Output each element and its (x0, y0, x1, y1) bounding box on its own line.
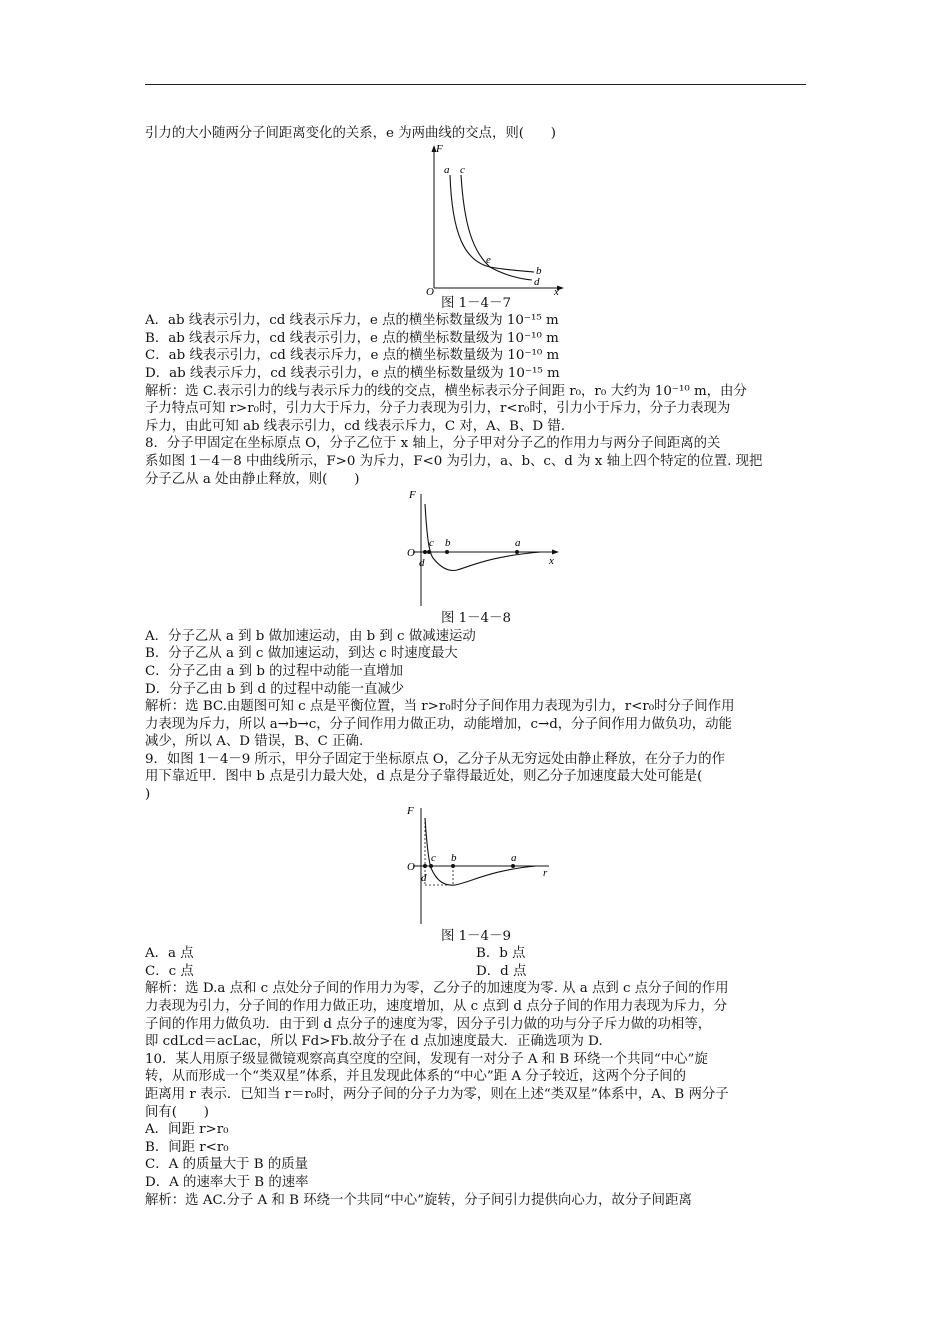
question-9-analysis-line: 力表现为引力，分子间的作用力做正功，速度增加，从 c 点到 d 点分子间的作用力表现为斥力，分 (145, 999, 728, 1015)
label-d: d (421, 871, 427, 884)
question-7-option-a: A．ab 线表示引力，cd 线表示斥力，e 点的横坐标数量级为 10⁻¹⁵ m (145, 313, 559, 329)
question-9-option-d: D．d 点 (476, 963, 527, 979)
figure-1-4-8 (391, 488, 561, 610)
label-d: d (534, 275, 540, 288)
label-b: b (451, 851, 457, 864)
x-axis-arrow (552, 550, 559, 555)
question-7-analysis-line: 斥力，由此可知 ab 线表示引力，cd 线表示斥力，C 对，A、B、D 错. (145, 418, 566, 434)
question-8-option-a: A．分子乙从 a 到 b 做加速运动，由 b 到 c 做减速运动 (145, 628, 476, 644)
question-8-stem-line: 分子乙从 a 处由静止释放，则( ) (145, 471, 360, 487)
label-e: e (486, 253, 491, 266)
question-10-option-b: B．间距 r<r₀ (145, 1139, 229, 1155)
header-rule (145, 84, 806, 85)
point-d (423, 550, 427, 554)
figure-1-4-8-caption: 图 1－4－8 (441, 611, 511, 627)
question-10-option-c: C．A 的质量大于 B 的质量 (145, 1157, 309, 1173)
question-9-analysis-line: 即 cdLcd＝acLac，所以 Fd>Fb.故分子在 d 点加速度最大．正确选项为 D. (145, 1034, 603, 1050)
point-d (423, 864, 427, 868)
force-curve (425, 818, 536, 885)
curve-cd (461, 175, 532, 280)
label-b: b (445, 537, 451, 550)
question-7-option-b: B．ab 线表示斥力，cd 线表示引力，e 点的横坐标数量级为 10⁻¹⁰ m (145, 330, 559, 346)
question-10-analysis-line: 解析：选 AC.分子 A 和 B 环绕一个共同“中心”旋转，分子间引力提供向心力，故分子间距离 (145, 1192, 692, 1208)
question-7-analysis-line: 解析：选 C.表示引力的线与表示斥力的线的交点，横坐标表示分子间距 r₀，r₀ 大约为 10⁻¹⁰ m，由分 (145, 383, 747, 399)
figure-1-4-7-caption: 图 1－4－7 (441, 295, 511, 311)
point-b (451, 864, 455, 868)
question-10-option-a: A．间距 r>r₀ (145, 1122, 229, 1138)
force-curve (425, 504, 541, 571)
question-10-stem-line: 10．某人用原子级显微镜观察高真空度的空间，发现有一对分子 A 和 B 环绕一个共同“中心”旋 (145, 1051, 708, 1067)
point-c (429, 864, 433, 868)
question-9-stem-line: 用下靠近甲．图中 b 点是引力最大处，d 点是分子靠得最近处，则乙分子加速度最大处可能是( (145, 769, 703, 785)
question-7-option-d: D．ab 线表示斥力，cd 线表示引力，e 点的横坐标数量级为 10⁻¹⁵ m (145, 365, 560, 381)
label-r: r (543, 866, 548, 879)
question-10-stem-line: 距离用 r 表示．已知当 r＝r₀时，两分子间的分子力为零，则在上述“类双星”体系中，A、B 两分子 (145, 1087, 729, 1102)
page-content (145, 125, 807, 1209)
question-7-option-c: C．ab 线表示引力，cd 线表示斥力，e 点的横坐标数量级为 10⁻¹⁰ m (145, 348, 560, 364)
label-O: O (407, 547, 415, 560)
label-x: x (554, 285, 559, 295)
label-a: a (515, 537, 521, 550)
figure-1-4-9 (391, 804, 561, 928)
question-8-stem-line: 8．分子甲固定在坐标原点 O，分子乙位于 x 轴上，分子甲对分子乙的作用力与两分子间距离的关 (145, 436, 721, 452)
label-d: d (419, 557, 425, 570)
label-c: c (429, 537, 434, 550)
label-a: a (511, 851, 517, 864)
point-a (515, 550, 519, 554)
question-7-analysis-line: 子力特点可知 r>r₀时，引力大于斥力，分子力表现为引力，r<r₀时，引力小于斥力，分子力表现为 (145, 401, 731, 417)
question-7-stem: 引力的大小随两分子间距离变化的关系，e 为两曲线的交点，则( ) (145, 126, 556, 141)
question-9-options-row (145, 945, 807, 963)
point-b (445, 550, 449, 554)
question-10-stem-line: 间有( ) (145, 1104, 210, 1120)
label-c: c (460, 163, 465, 176)
question-10-stem-line: 转，从而形成一个“类双星”体系，并且发现此体系的“中心”距 A 分子较近，这两个分子间的 (145, 1069, 687, 1085)
label-c: c (431, 851, 436, 864)
question-8-option-b: B．分子乙从 a 到 c 做加速运动，到达 c 时速度最大 (145, 646, 458, 662)
label-F: F (409, 489, 416, 502)
point-a (511, 864, 515, 868)
question-9-analysis-line: 解析：选 D.a 点和 c 点处分子间的作用力为零，乙分子的加速度为零. 从 a 点到 c 点分子间的作用 (145, 981, 729, 997)
figure-1-4-9-caption: 图 1－4－9 (441, 928, 511, 944)
question-9-options-row (145, 963, 807, 981)
label-F: F (436, 142, 443, 155)
question-9-option-c: C．c 点 (145, 963, 194, 979)
question-8-analysis-line: 力表现为斥力，所以 a→b→c，分子间作用力做正功，动能增加，c→d，分子间作用力做负功，动能 (145, 716, 732, 732)
label-a: a (444, 163, 450, 176)
label-x: x (549, 555, 554, 568)
question-9-analysis-line: 子间的作用力做负功．由于到 d 点分子的速度为零，因分子引力做的功与分子斥力做的功相等， (145, 1016, 712, 1032)
figure-1-4-7 (386, 143, 566, 295)
label-O: O (407, 860, 415, 873)
point-c (427, 550, 431, 554)
label-F: F (407, 804, 414, 817)
question-10-option-d: D．A 的速率大于 B 的速率 (145, 1174, 309, 1190)
question-8-stem-line: 系如图 1－4－8 中曲线所示，F>0 为斥力，F<0 为引力，a、b、c、d 为 x 轴上四个特定的位置. 现把 (145, 453, 763, 469)
question-9-option-b: B．b 点 (476, 946, 526, 962)
label-b: b (536, 264, 542, 277)
label-O: O (426, 285, 434, 295)
question-8-analysis-line: 减少，所以 A、D 错误，B、C 正确. (145, 734, 364, 750)
question-8-analysis-line: 解析：选 BC.由题图可知 c 点是平衡位置，当 r>r₀时分子间作用力表现为引力，r<r₀时分子间作用 (145, 699, 735, 715)
question-9-option-a: A．a 点 (145, 946, 194, 962)
question-9-stem-line: 9．如图 1－4－9 所示，甲分子固定于坐标原点 O，乙分子从无穷远处由静止释放，在分子力的作 (145, 751, 726, 767)
question-9-stem-line: ) (145, 787, 151, 803)
question-8-option-c: C．分子乙由 a 到 b 的过程中动能一直增加 (145, 663, 404, 679)
question-8-option-d: D．分子乙由 b 到 d 的过程中动能一直减少 (145, 681, 405, 697)
